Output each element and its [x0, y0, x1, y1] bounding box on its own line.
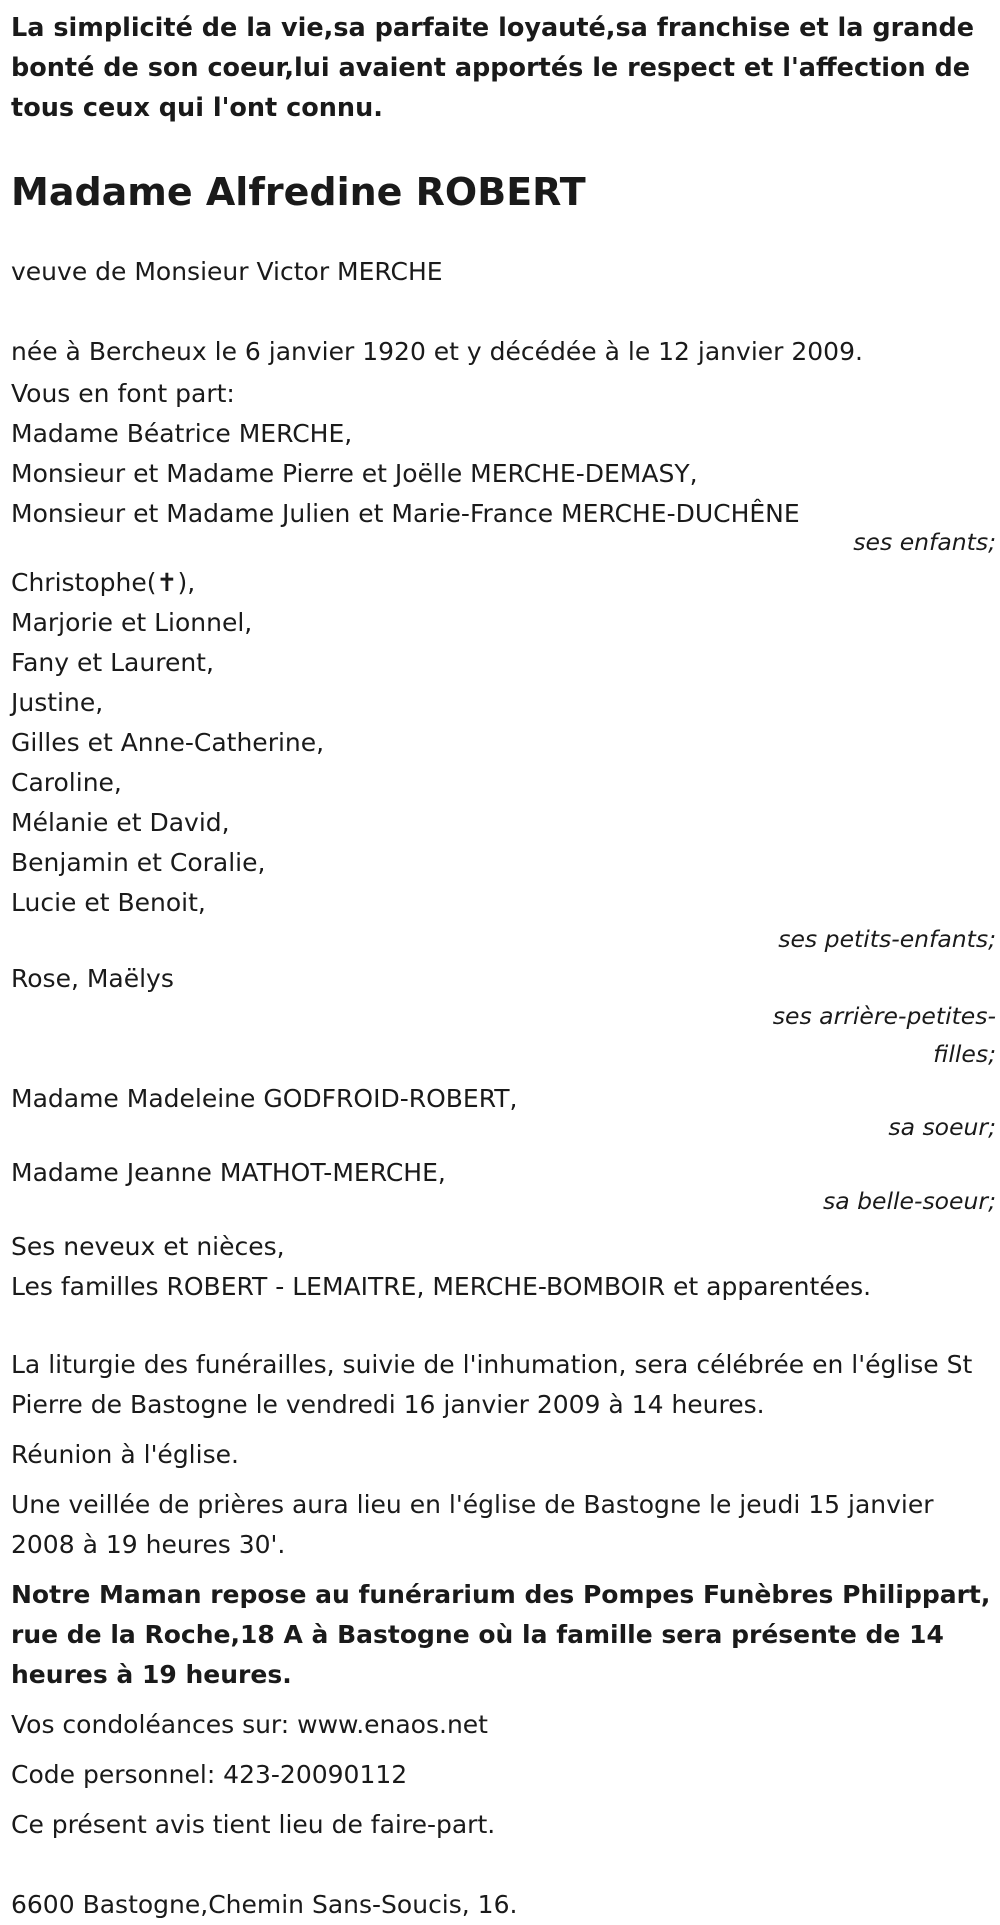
address: 6600 Bastogne,Chemin Sans-Soucis, 16.	[11, 1890, 518, 1919]
child-line: Monsieur et Madame Pierre et Joëlle MERCHE-DEMASY,	[11, 459, 698, 488]
grandchild-line: Caroline,	[11, 768, 122, 797]
grandchild-line: Christophe(✝),	[11, 568, 196, 597]
sister: Madame Madeleine GODFROID-ROBERT,	[11, 1084, 518, 1113]
families: Les familles ROBERT - LEMAITRE, MERCHE-BOMBOIR et apparentées.	[11, 1272, 872, 1301]
great-grandchildren-label: ses arrière-petites-filles;	[772, 1002, 996, 1068]
meeting: Réunion à l'église.	[11, 1440, 239, 1469]
condolences: Vos condoléances sur: www.enaos.net	[11, 1710, 488, 1739]
grandchildren-label: ses petits-enfants;	[778, 925, 996, 953]
vigil: Une veillée de prières aura lieu en l'église de Bastogne le jeudi 15 janvier 2008 à 19 heures 30'.	[11, 1490, 934, 1559]
children-label: ses enfants;	[853, 528, 996, 556]
rest-notice: Notre Maman repose au funérarium des Pompes Funèbres Philippart, rue de la Roche,18 A à Bastogne où la famille sera présente de 14 heures à 19 heures.	[11, 1580, 991, 1689]
nephews: Ses neveux et nièces,	[11, 1232, 285, 1261]
child-line: Madame Béatrice MERCHE,	[11, 419, 353, 448]
grandchild-line: Justine,	[11, 688, 104, 717]
grandchild-line: Mélanie et David,	[11, 808, 230, 837]
grandchild-line: Fany et Laurent,	[11, 648, 214, 677]
sister-label: sa soeur;	[888, 1113, 996, 1141]
grandchild-line: Lucie et Benoit,	[11, 888, 206, 917]
deceased-name: Madame Alfredine ROBERT	[11, 170, 586, 214]
grandchild-line: Gilles et Anne-Catherine,	[11, 728, 325, 757]
grandchild-line: Benjamin et Coralie,	[11, 848, 266, 877]
sister-in-law: Madame Jeanne MATHOT-MERCHE,	[11, 1158, 446, 1187]
great-grandchildren: Rose, Maëlys	[11, 964, 174, 993]
sister-in-law-label: sa belle-soeur;	[822, 1187, 996, 1215]
liturgy: La liturgie des funérailles, suivie de l'inhumation, sera célébrée en l'église St Pierre de Bastogne le vendredi 16 janvier 2009 à 14 heures.	[11, 1350, 973, 1419]
widow-of: veuve de Monsieur Victor MERCHE	[11, 257, 443, 286]
personal-code: Code personnel: 423-20090112	[11, 1760, 408, 1789]
grandchild-line: Marjorie et Lionnel,	[11, 608, 253, 637]
announcers-intro: Vous en font part:	[11, 379, 235, 408]
obituary-column	[11, 8, 996, 1925]
notice: Ce présent avis tient lieu de faire-part.	[11, 1810, 496, 1839]
opening-quote: La simplicité de la vie,sa parfaite loyauté,sa franchise et la grande bonté de son coeur,lui avaient apportés le respect et l'affection de tous ceux qui l'ont connu.	[11, 13, 975, 123]
child-line: Monsieur et Madame Julien et Marie-France MERCHE-DUCHÊNE	[11, 499, 800, 528]
birth-death: née à Bercheux le 6 janvier 1920 et y décédée à le 12 janvier 2009.	[11, 337, 863, 366]
